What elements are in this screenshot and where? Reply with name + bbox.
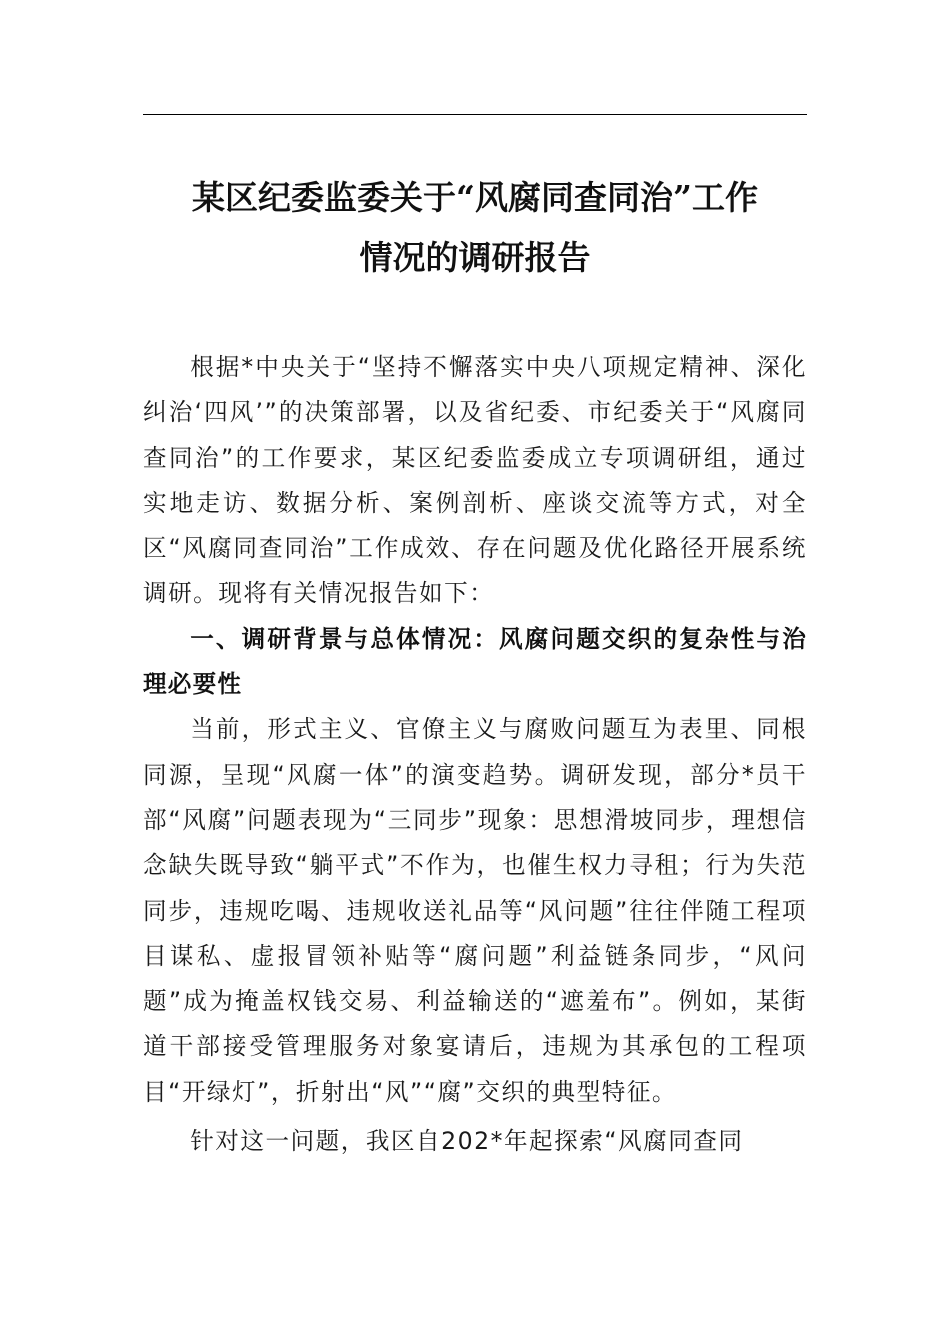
document-body [143,345,807,1164]
intro-paragraph: 根据*中央关于“坚持不懈落实中央八项规定精神、深化纠治‘四风’”的决策部署，以及省纪委、市纪委关于“风腐同查同治”的工作要求，某区纪委监委成立专项调研组，通过实地走访、数据分析、案例剖析、座谈交流等方式，对全区“风腐同查同治”工作成效、存在问题及优化路径开展系统调研。现将有关情况报告如下： [143,353,807,608]
background-paragraph: 当前，形式主义、官僚主义与腐败问题互为表里、同根同源，呈现“风腐一体”的演变趋势。调研发现，部分*员干部“风腐”问题表现为“三同步”现象：思想滑坡同步，理想信念缺失既导致“躺平式”不作为，也催生权力寻租；行为失范同步，违规吃喝、违规收送礼品等“风问题”往往伴随工程项目谋私、虚报冒领补贴等“腐问题”利益链条同步，“风问题”成为掩盖权钱交易、利益输送的“遮羞布”。例如，某街道干部接受管理服务对象宴请后，违规为其承包的工程项目“开绿灯”，折射出“风”“腐”交织的典型特征。 [143,715,807,1106]
header-rule [143,114,807,115]
title-line-2: 情况的调研报告 [359,238,591,277]
document-title [143,168,807,288]
section-heading-1: 一、调研背景与总体情况：风腐问题交织的复杂性与治理必要性 [143,624,807,699]
response-paragraph: 针对这一问题，我区自202*年起探索“风腐同查同 [190,1127,744,1156]
title-line-1: 某区纪委监委关于“风腐同查同治”工作 [192,178,758,217]
